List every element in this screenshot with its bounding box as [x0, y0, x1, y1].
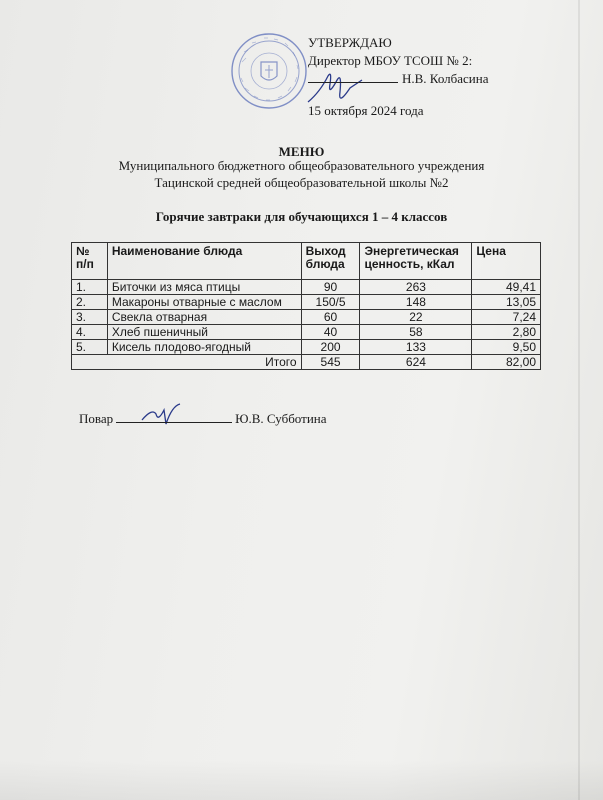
dish-name: Хлеб пшеничный: [107, 325, 301, 340]
row-number: 3.: [72, 310, 108, 325]
row-number: 4.: [72, 325, 108, 340]
table-row: [72, 325, 541, 340]
dish-price: 2,80: [472, 325, 541, 340]
dish-energy: 263: [360, 280, 472, 295]
approval-position: Директор МБОУ ТСОШ № 2:: [308, 53, 473, 68]
header-number: № п/п: [72, 243, 108, 280]
total-output: 545: [301, 355, 360, 370]
dish-output: 200: [301, 340, 360, 355]
table-row: [72, 340, 541, 355]
total-label: Итого: [72, 355, 302, 370]
dish-price: 49,41: [472, 280, 541, 295]
header-output: Выход блюда: [301, 243, 360, 280]
table-row: [72, 310, 541, 325]
dish-name: Свекла отварная: [107, 310, 301, 325]
menu-subtitle: Горячие завтраки для обучающихся 1 – 4 классов: [155, 209, 448, 224]
table-row: [72, 280, 541, 295]
dish-price: 7,24: [472, 310, 541, 325]
menu-title: МЕНЮ: [278, 144, 325, 159]
header-price: Цена: [472, 243, 541, 280]
row-number: 2.: [72, 295, 108, 310]
dish-output: 60: [301, 310, 360, 325]
approval-block: [308, 34, 489, 120]
header-energy: Энергетическая ценность, кКал: [360, 243, 472, 280]
page-shadow: [0, 760, 603, 800]
dish-energy: 148: [360, 295, 472, 310]
school-seal-stamp: [230, 32, 308, 110]
total-row: [72, 355, 541, 370]
dish-name: Кисель плодово-ягодный: [107, 340, 301, 355]
menu-table: [71, 242, 541, 370]
approval-name: Н.В. Колбасина: [402, 71, 489, 86]
page-fold: [578, 0, 580, 800]
dish-energy: 22: [360, 310, 472, 325]
signature-line: [308, 70, 398, 83]
header-dish-name: Наименование блюда: [107, 243, 301, 280]
cook-name: Ю.В. Субботина: [235, 411, 327, 426]
dish-output: 150/5: [301, 295, 360, 310]
signature-line: [116, 410, 232, 423]
cook-label: Повар: [79, 411, 114, 426]
org-line-1: Муниципального бюджетного общеобразовательного учреждения: [118, 158, 485, 173]
total-energy: 624: [360, 355, 472, 370]
row-number: 1.: [72, 280, 108, 295]
dish-name: Биточки из мяса птицы: [107, 280, 301, 295]
row-number: 5.: [72, 340, 108, 355]
org-line-2: Тацинской средней общеобразовательной школы №2: [154, 175, 449, 190]
total-price: 82,00: [472, 355, 541, 370]
dish-energy: 133: [360, 340, 472, 355]
dish-output: 40: [301, 325, 360, 340]
dish-name: Макароны отварные с маслом: [107, 295, 301, 310]
dish-price: 13,05: [472, 295, 541, 310]
approval-name-row: [308, 70, 489, 88]
table-row: [72, 295, 541, 310]
dish-output: 90: [301, 280, 360, 295]
dish-price: 9,50: [472, 340, 541, 355]
approval-title: УТВЕРЖДАЮ: [308, 35, 392, 50]
table-header-row: [72, 243, 541, 280]
approval-date: 15 октября 2024 года: [308, 103, 424, 118]
dish-energy: 58: [360, 325, 472, 340]
cook-signature-block: [79, 410, 327, 427]
